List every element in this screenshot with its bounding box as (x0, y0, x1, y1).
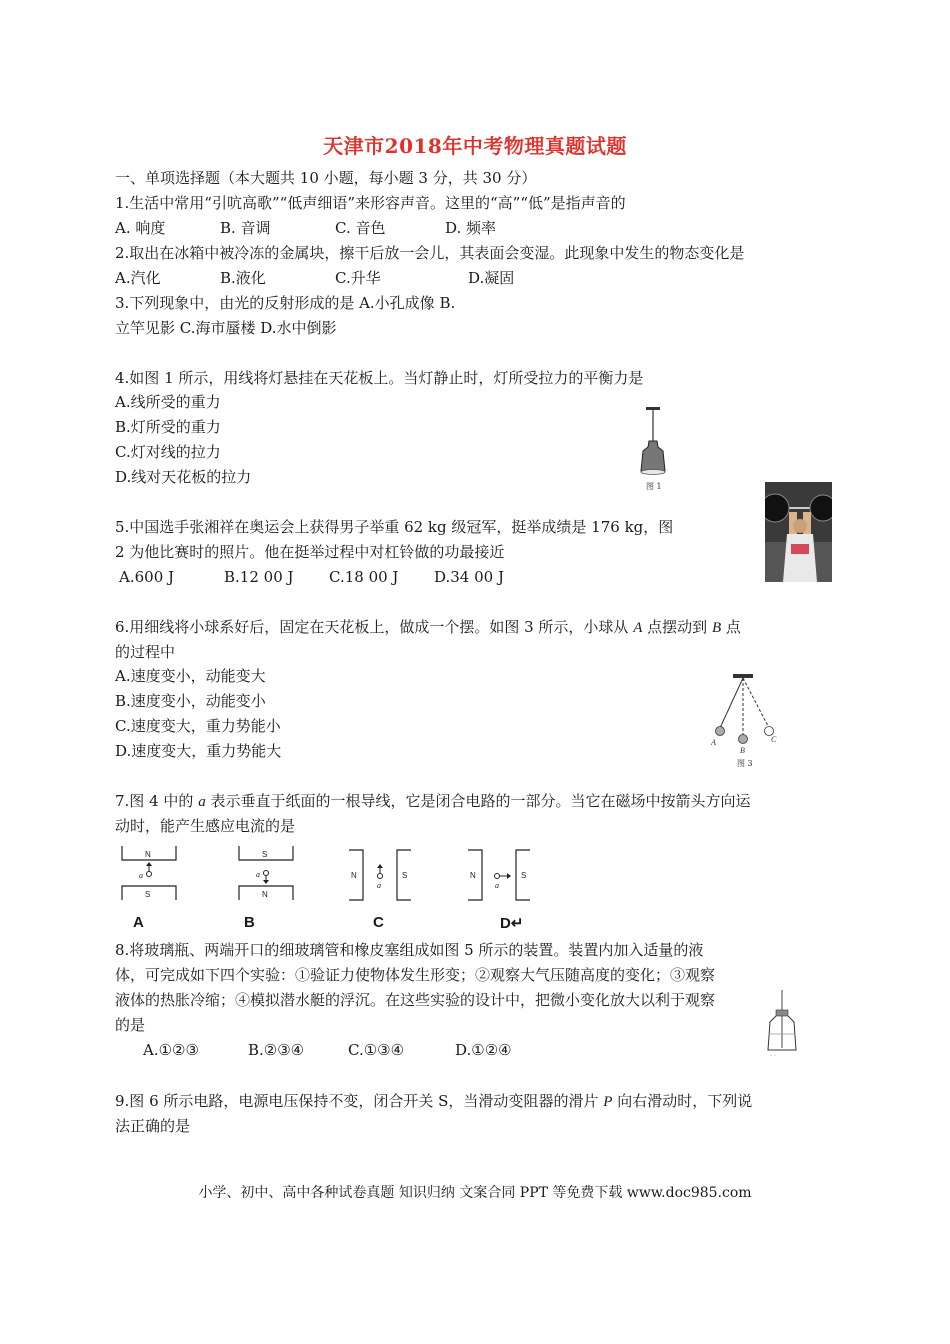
figure-4-option-b (235, 842, 297, 904)
q2-options (115, 268, 715, 288)
q1-option-b: B. 音调 (220, 219, 271, 237)
pole-n-label: N (262, 890, 268, 899)
q4-option-a: A.线所受的重力 (115, 393, 221, 411)
q5-line1: 5.中国选手张湘祥在奥运会上获得男子举重 62 kg 级冠军，挺举成绩是 176 kg，图 (115, 518, 674, 536)
q6-point-b: B (711, 620, 722, 636)
wire-label: a (495, 881, 499, 890)
q3-line2: 立竿见影 C.海市蜃楼 D.水中倒影 (115, 319, 337, 337)
q1-stem: 1.生活中常用“引吭高歌”“低声细语”来形容声音。这里的“高”“低”是指声音的 (115, 194, 626, 212)
q7-line1-part-b: 表示垂直于纸面的一根导线，它是闭合电路的一部分。当它在磁场中按箭头方向运 (210, 792, 751, 810)
q7-line1-part-a: 7.图 4 中的 (115, 792, 194, 810)
figure-4-option-d (464, 846, 534, 904)
pole-n-label: N (351, 871, 357, 880)
figure-3-label-b: B (740, 746, 745, 755)
page-footer: 小学、初中、高中各种试卷真题 知识归纳 文案合同 PPT 等免费下载 www.doc985.com (198, 1185, 752, 1201)
pole-n-label: N (470, 871, 476, 880)
q3-line1: 3.下列现象中，由光的反射形成的是 A.小孔成像 B. (115, 294, 456, 312)
q9-line1-part-a: 9.图 6 所示电路，电源电压保持不变，闭合开关 S，当滑动变阻器的滑片 (115, 1092, 599, 1110)
q6-line1-part-a: 6.用细线将小球系好后，固定在天花板上，做成一个摆。如图 3 所示，小球从 (115, 618, 629, 636)
q6-line1 (115, 617, 741, 638)
figure-1-hanging-lamp (632, 405, 676, 495)
figure-3-label-c: C (771, 735, 777, 744)
pole-s-label: S (402, 871, 408, 880)
q4-stem: 4.如图 1 所示，用线将灯悬挂在天花板上。当灯静止时，灯所受拉力的平衡力是 (115, 369, 644, 387)
q7-line1 (115, 791, 750, 812)
section-heading: 一、单项选择题（本大题共 10 小题，每小题 3 分，共 30 分） (115, 169, 537, 187)
figure-3-label-a: A (711, 738, 716, 747)
q6-option-d: D.速度变大，重力势能大 (115, 742, 282, 760)
q4-option-b: B.灯所受的重力 (115, 418, 221, 436)
q8-line3: 液体的热胀冷缩；④模拟潜水艇的浮沉。在这些实验的设计中，把微小变化放大以利于观察 (115, 991, 716, 1009)
q6-line1-part-c: 点 (725, 618, 741, 636)
figure-4-choice-c: C (373, 914, 384, 931)
q5-line2: 2 为他比赛时的照片。他在挺举过程中对杠铃做的功最接近 (115, 543, 505, 561)
q8-line1: 8.将玻璃瓶、两端开口的细玻璃管和橡皮塞组成如图 5 所示的装置。装置内加入适量的液 (115, 941, 704, 959)
q5-option-d: D.34 00 J (434, 568, 504, 586)
page-title: 天津市2018年中考物理真题试题 (323, 134, 627, 158)
q6-point-a: A (633, 620, 643, 636)
q5-option-b: B.12 00 J (224, 568, 294, 586)
q1-option-d: D. 频率 (445, 219, 497, 237)
pole-s-label: S (521, 871, 527, 880)
q2-stem: 2.取出在冰箱中被冷冻的金属块，擦干后放一会儿，其表面会变湿。此现象中发生的物态变化是 (115, 244, 745, 262)
q8-line4: 的是 (115, 1016, 146, 1034)
figure-4-option-a (118, 842, 180, 904)
q6-option-c: C.速度变大，重力势能小 (115, 717, 281, 735)
q5-option-c: C.18 00 J (329, 568, 399, 586)
q1-option-a: A. 响度 (115, 219, 166, 237)
pole-n-label: N (145, 850, 151, 859)
figure-3-caption: 图 3 (737, 759, 753, 768)
q6-line1-part-b: 点摆动到 (647, 618, 708, 636)
figure-3-pendulum (705, 672, 785, 770)
q1-options (115, 218, 715, 238)
q4-option-d: D.线对天花板的拉力 (115, 468, 252, 486)
figure-4-choice-b: B (244, 914, 255, 931)
q2-option-b: B.液化 (220, 269, 266, 287)
q2-option-d: D.凝固 (468, 269, 515, 287)
q9-line2: 法正确的是 (115, 1117, 191, 1135)
wire-label: a (377, 881, 381, 890)
q7-line2: 动时，能产生感应电流的是 (115, 817, 296, 835)
q8-line2: 体，可完成如下四个实验：①验证力使物体发生形变；②观察大气压随高度的变化；③观察 (115, 966, 716, 984)
figure-4-choice-d: D↵ (500, 915, 524, 932)
q6-line2: 的过程中 (115, 643, 176, 661)
q8-options (143, 1040, 643, 1060)
q9-line1 (115, 1091, 752, 1112)
q8-option-a: A.①②③ (143, 1041, 199, 1059)
q8-option-d: D.①②④ (455, 1041, 512, 1059)
q5-options (119, 567, 719, 587)
q9-line1-part-b: 向右滑动时，下列说 (617, 1092, 753, 1110)
figure-2-weightlifter-photo (765, 482, 832, 582)
q8-option-b: B.②③④ (248, 1041, 305, 1059)
q6-option-a: A.速度变小，动能变大 (115, 667, 266, 685)
q5-option-a: A.600 J (119, 568, 175, 586)
q6-option-b: B.速度变小，动能变小 (115, 692, 266, 710)
svg-text:- -: - - (770, 1052, 776, 1058)
q2-option-c: C.升华 (335, 269, 381, 287)
figure-4-option-c (345, 846, 415, 904)
q8-option-c: C.①③④ (348, 1041, 405, 1059)
pole-s-label: S (262, 850, 268, 859)
q7-var-a: a (198, 794, 206, 810)
pole-s-label: S (145, 890, 151, 899)
figure-5-glass-bottle (760, 988, 804, 1058)
q4-option-c: C.灯对线的拉力 (115, 443, 221, 461)
wire-label: a (256, 870, 260, 879)
q9-var-p: P (603, 1094, 613, 1110)
q2-option-a: A.汽化 (115, 269, 161, 287)
wire-label: a (139, 871, 143, 880)
q1-option-c: C. 音色 (335, 219, 386, 237)
figure-4-choice-a: A (133, 914, 144, 931)
figure-1-caption: 图 1 (646, 482, 662, 491)
